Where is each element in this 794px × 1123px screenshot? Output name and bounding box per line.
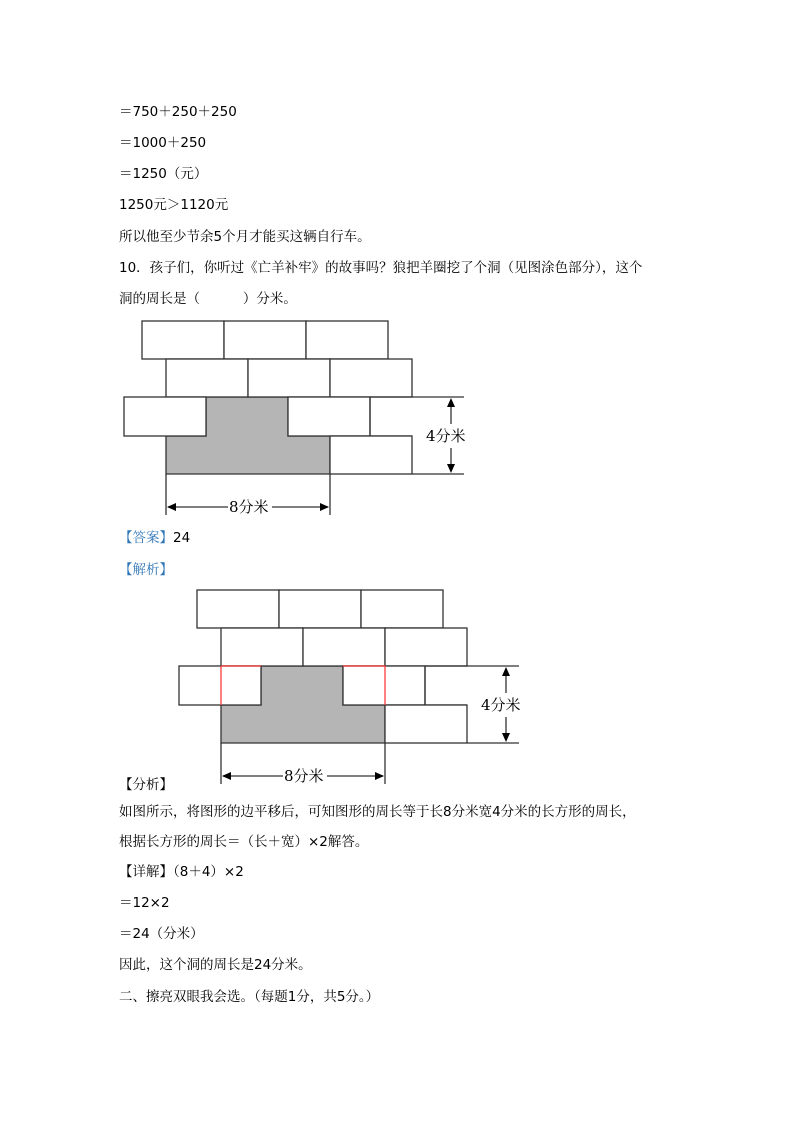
brick <box>142 321 224 359</box>
brick <box>279 590 361 628</box>
detail-first: （8＋4）×2 <box>173 864 244 880</box>
brick <box>306 321 388 359</box>
fenxi-line-2: 根据长方形的周长＝（长＋宽）×2解答。 <box>119 834 369 850</box>
analysis-diagram <box>179 590 521 785</box>
brick <box>330 436 412 474</box>
conclusion-line: 所以他至少节余5个月才能买这辆自行车。 <box>119 229 371 245</box>
analysis-label: 【解析】 <box>119 562 173 578</box>
calc-line-3: ＝1250（元） <box>119 166 208 182</box>
fenxi-label: 【分析】 <box>119 777 173 793</box>
brick <box>303 628 385 666</box>
brick <box>288 397 370 436</box>
detail-line-3: ＝24（分米） <box>119 926 204 942</box>
answer-value: 24 <box>173 530 191 546</box>
brick <box>166 359 248 397</box>
width-label: 8分米 <box>284 767 324 785</box>
section-heading: 二、擦亮双眼我会选。（每题1分，共5分。） <box>119 989 380 1005</box>
detail-line-4: 因此，这个洞的周长是24分米。 <box>119 957 312 973</box>
brick <box>179 666 261 705</box>
question-10-line-2: 洞的周长是（ ）分米。 <box>119 291 297 307</box>
calc-line-1: ＝750＋250＋250 <box>119 104 237 120</box>
brick <box>197 590 279 628</box>
brick <box>343 666 425 705</box>
height-label: 4分米 <box>426 427 466 445</box>
brick <box>385 628 467 666</box>
brick <box>124 397 206 436</box>
calc-line-2: ＝1000＋250 <box>119 135 207 151</box>
detail-line <box>119 863 244 881</box>
brick <box>221 628 303 666</box>
question-diagram <box>124 321 466 516</box>
width-label: 8分米 <box>229 498 269 516</box>
question-10-line-1: 10．孩子们，你听过《亡羊补牢》的故事吗？狼把羊圈挖了个洞（见图涂色部分），这个 <box>119 260 643 276</box>
detail-line-2: ＝12×2 <box>119 895 170 911</box>
calc-line-4: 1250元＞1120元 <box>119 197 229 213</box>
detail-label: 【详解】 <box>119 864 173 880</box>
brick <box>224 321 306 359</box>
answer-line <box>119 529 190 547</box>
brick <box>361 590 443 628</box>
height-label: 4分米 <box>481 696 521 714</box>
brick <box>330 359 412 397</box>
fenxi-line-1: 如图所示，将图形的边平移后，可知图形的周长等于长8分米宽4分米的长方形的周长， <box>119 804 636 820</box>
answer-label: 【答案】 <box>119 530 173 546</box>
brick <box>385 705 467 743</box>
brick <box>248 359 330 397</box>
